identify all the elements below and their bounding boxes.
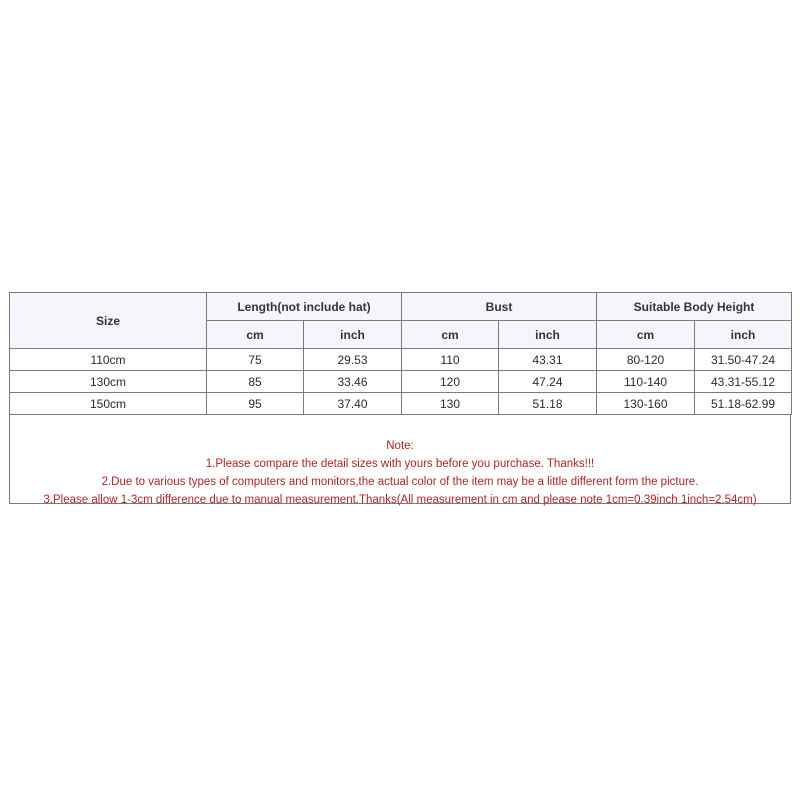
table-cell: 120: [402, 371, 499, 393]
table-cell: 29.53: [304, 349, 402, 371]
table-cell: 130: [402, 393, 499, 415]
table-row: [10, 349, 792, 371]
header-size: Size: [10, 293, 207, 349]
table-cell: 80-120: [597, 349, 695, 371]
table-cell: 37.40: [304, 393, 402, 415]
size-cell: 110cm: [10, 349, 207, 371]
table-row: [10, 393, 792, 415]
table-cell: 33.46: [304, 371, 402, 393]
table-cell: 51.18: [499, 393, 597, 415]
unit-cell: cm: [402, 321, 499, 349]
unit-cell: inch: [499, 321, 597, 349]
table-cell: 110-140: [597, 371, 695, 393]
unit-cell: cm: [207, 321, 304, 349]
header-body-height: Suitable Body Height: [597, 293, 792, 321]
size-cell: 130cm: [10, 371, 207, 393]
unit-cell: cm: [597, 321, 695, 349]
note-line: 1.Please compare the detail sizes with yours before you purchase. Thanks!!!: [205, 458, 595, 470]
header-bust: Bust: [402, 293, 597, 321]
note-line: 2.Due to various types of computers and monitors,the actual color of the item may be a little different form the picture.: [101, 476, 699, 488]
notes-title: Note:: [386, 440, 414, 452]
size-chart: [9, 292, 791, 504]
table-cell: 95: [207, 393, 304, 415]
table-cell: 51.18-62.99: [695, 393, 792, 415]
table-cell: 31.50-47.24: [695, 349, 792, 371]
table-cell: 47.24: [499, 371, 597, 393]
size-table: [9, 292, 792, 415]
notes-box: [9, 415, 791, 504]
table-cell: 43.31: [499, 349, 597, 371]
table-cell: 110: [402, 349, 499, 371]
unit-cell: inch: [304, 321, 402, 349]
unit-cell: inch: [695, 321, 792, 349]
header-row-groups: [10, 293, 792, 321]
table-cell: 85: [207, 371, 304, 393]
table-row: [10, 371, 792, 393]
table-cell: 75: [207, 349, 304, 371]
header-length: Length(not include hat): [207, 293, 402, 321]
note-line: 3.Please allow 1-3cm difference due to manual measurement.Thanks(All measurement in cm and please note 1cm=0.39inch 1inch=2.54cm): [43, 494, 757, 506]
size-cell: 150cm: [10, 393, 207, 415]
table-cell: 130-160: [597, 393, 695, 415]
table-cell: 43.31-55.12: [695, 371, 792, 393]
